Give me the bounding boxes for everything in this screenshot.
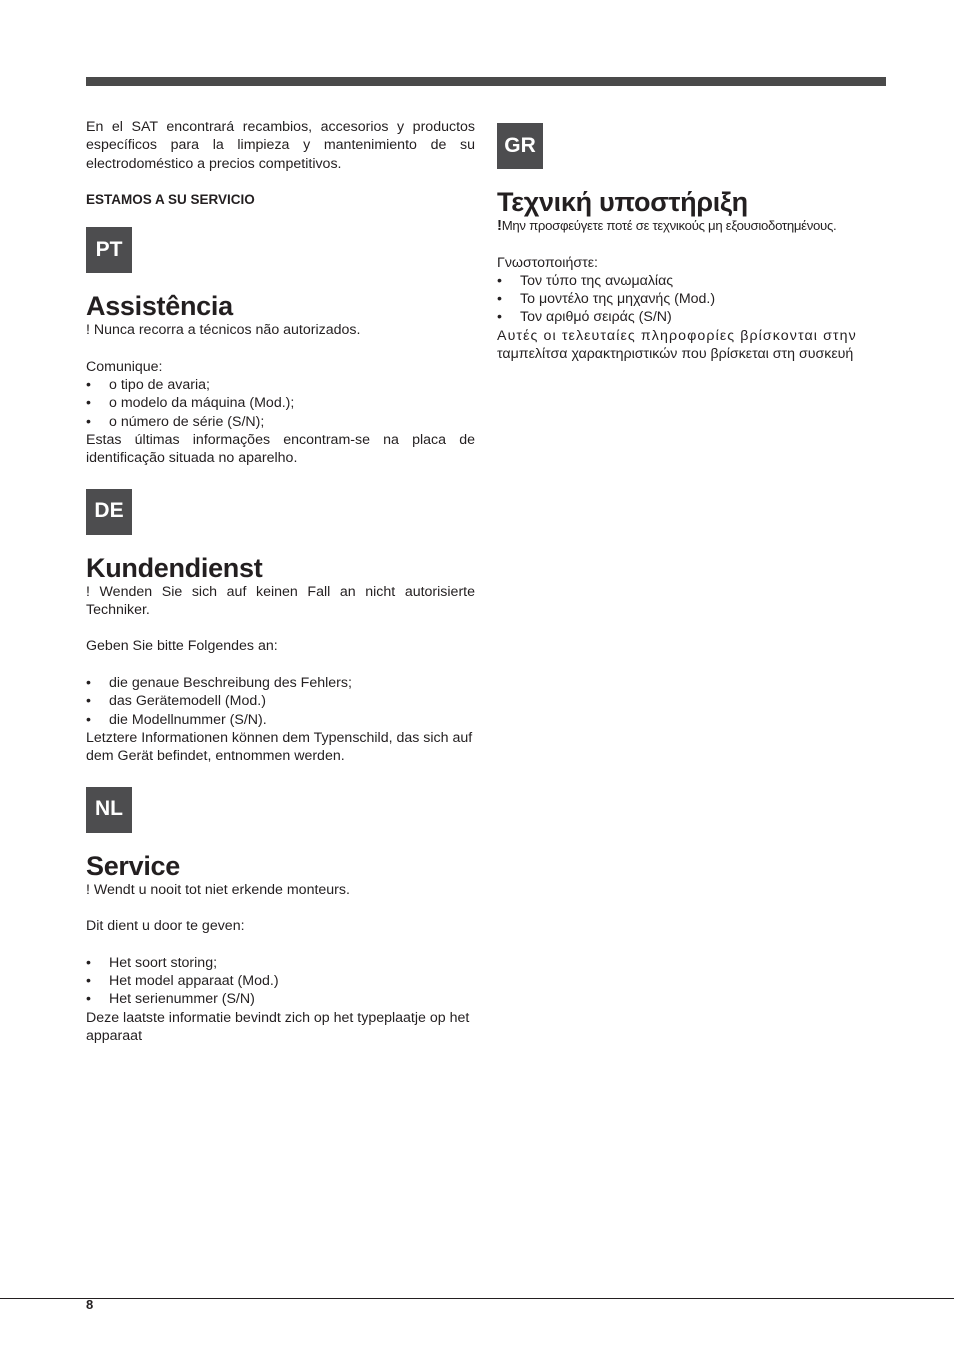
right-column (497, 118, 886, 363)
gr-intro: Γνωστοποιήστε: (497, 254, 598, 271)
header-rule (86, 77, 886, 86)
de-intro: Geben Sie bitte Folgendes an: (86, 638, 278, 655)
footer-rule (0, 1298, 954, 1299)
es-closing: ESTAMOS A SU SERVICIO (86, 191, 255, 207)
gr-list (497, 272, 886, 327)
page-number: 8 (86, 1297, 94, 1312)
de-note: Letztere Informationen können dem Typenschild, das sich auf dem Gerät befindet, entnommen werden. (86, 729, 473, 765)
pt-list (86, 376, 475, 431)
list-item: • Het soort storing; (86, 954, 475, 972)
nl-intro: Dit dient u door te geven: (86, 918, 245, 935)
list-item: • o número de série (S/N); (86, 413, 475, 431)
list-item: • Τον αριθμό σειράς (S/N) (497, 308, 886, 326)
gr-warning-text: Μην προσφεύγετε ποτέ σε τεχνικούς μη εξουσιοδοτημένους. (501, 218, 837, 233)
de-warning: ! Wenden Sie sich auf keinen Fall an nicht autorisierte Techniker. (86, 583, 475, 618)
nl-list (86, 954, 475, 1009)
nl-warning: ! Wendt u nooit tot niet erkende monteurs. (86, 881, 350, 898)
list-item: • o modelo da máquina (Mod.); (86, 394, 475, 412)
gr-title: Τεχνική υποστήριξη (497, 187, 748, 217)
nl-title: Service (86, 850, 180, 881)
list-item: • Het model apparaat (Mod.) (86, 972, 475, 990)
gr-note-line-2: ταμπελίτσα χαρακτηριστικών που βρίσκεται στη συσκευή (497, 346, 854, 363)
list-item: • Τον τύπο της ανωμαλίας (497, 272, 886, 290)
de-language-badge: DE (86, 489, 132, 535)
nl-note: Deze laatste informatie bevindt zich op het typeplaatje op het apparaat (86, 1009, 470, 1044)
list-item: • das Gerätemodell (Mod.) (86, 692, 475, 710)
gr-note-line-1: Αυτές οι τελευταίες πληροφορίες βρίσκονται στην (497, 327, 857, 344)
pt-title: Assistência (86, 291, 233, 322)
pt-language-badge: PT (86, 227, 132, 273)
list-item: • Το μοντέλο της μηχανής (Mod.) (497, 290, 886, 308)
es-paragraph: En el SAT encontrará recambios, accesorios y productos específicos para la limpieza y mantenimiento de su electrodoméstico a precios competitivos. (86, 119, 475, 172)
gr-language-badge: GR (497, 123, 543, 169)
de-list (86, 674, 475, 729)
pt-note: Estas últimas informações encontram-se na placa de identificação situada no aparelho. (86, 431, 475, 467)
list-item: • Het serienummer (S/N) (86, 990, 475, 1008)
gr-warning-mark: ! (497, 217, 502, 234)
list-item: • die genaue Beschreibung des Fehlers; (86, 674, 475, 692)
nl-language-badge: NL (86, 787, 132, 833)
left-column (86, 118, 475, 1045)
pt-warning: ! Nunca recorra a técnicos não autorizados. (86, 322, 361, 339)
pt-intro: Comunique: (86, 358, 163, 375)
list-item: • o tipo de avaria; (86, 376, 475, 394)
gr-warning (497, 217, 886, 235)
list-item: • die Modellnummer (S/N). (86, 711, 475, 729)
de-title: Kundendienst (86, 552, 263, 583)
